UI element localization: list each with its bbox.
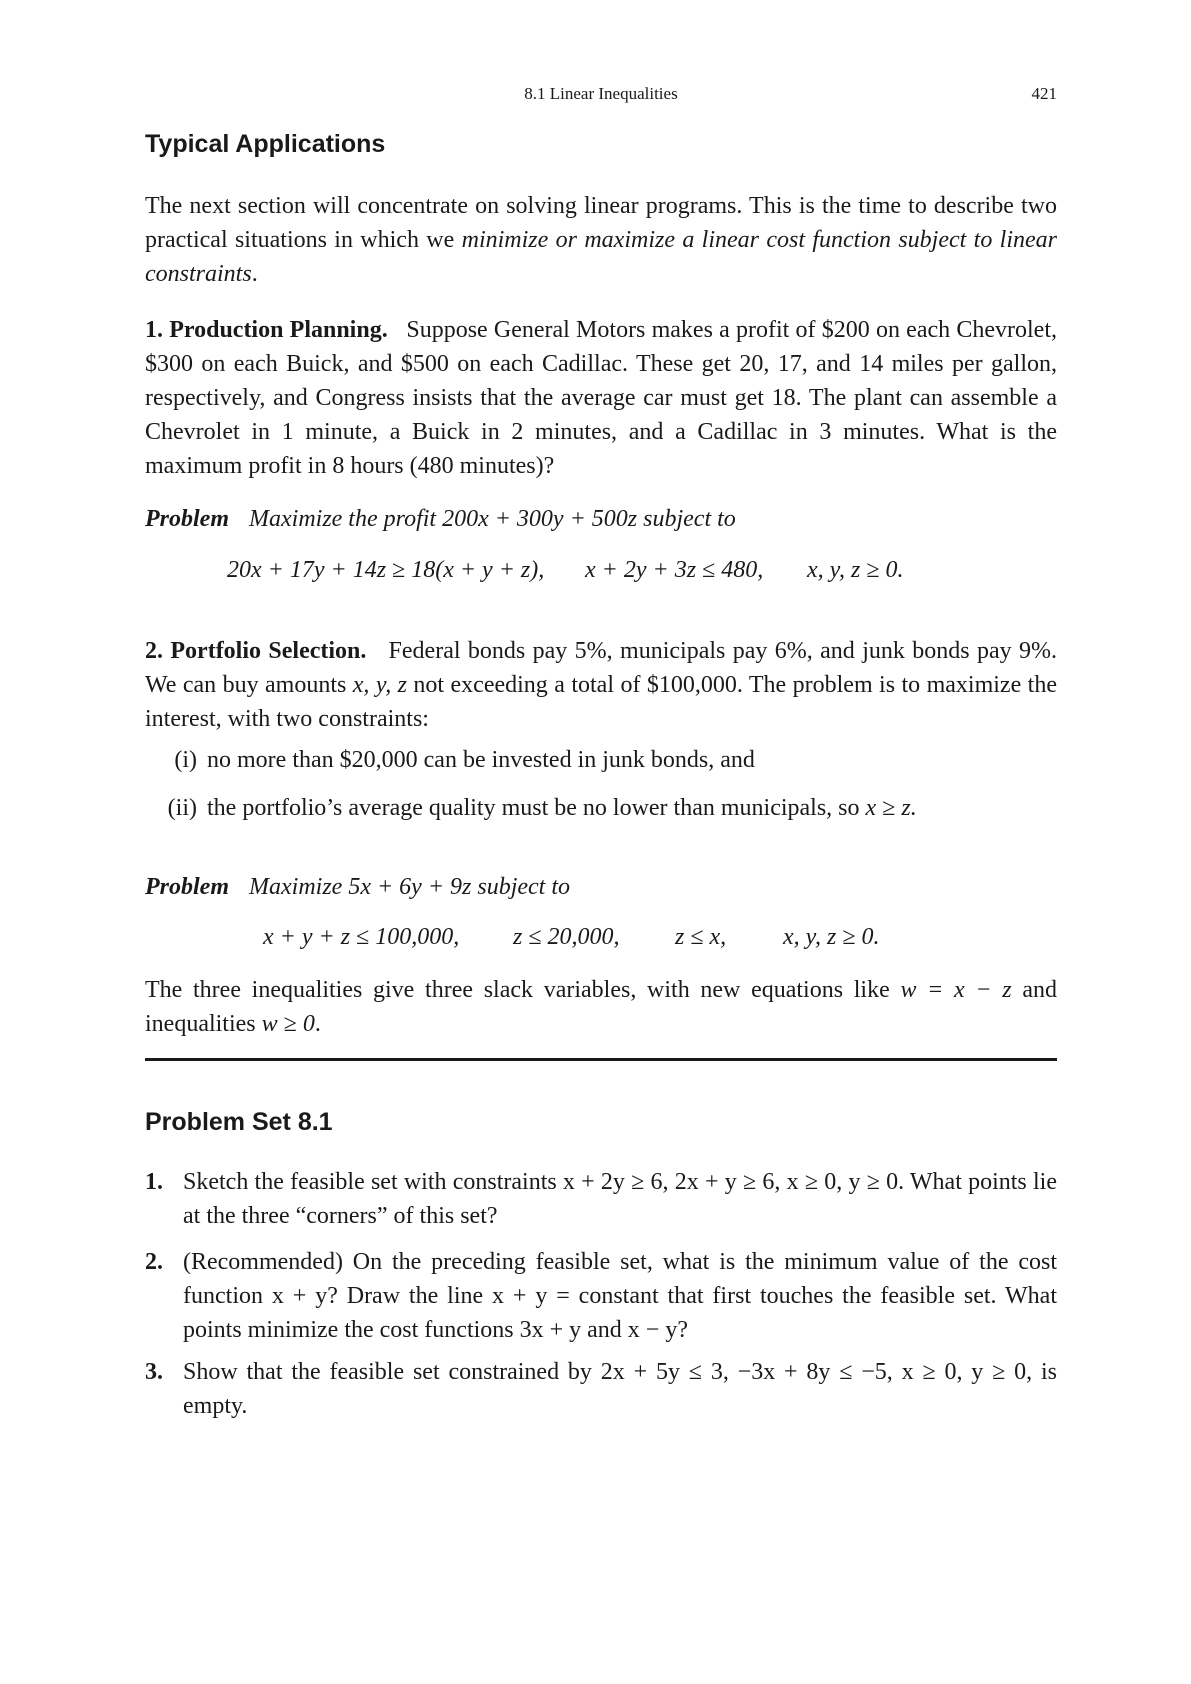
portfolio-constraint-item-1 (157, 743, 755, 777)
slack-inequality: w ≥ 0 (261, 1011, 315, 1037)
portfolio-vars: x, y, z (352, 672, 407, 698)
exercise-3 (145, 1355, 1057, 1423)
exercise-number: 1. (145, 1169, 163, 1195)
problem-objective: 5x + 6y + 9z (348, 874, 472, 900)
production-title: 1. Production Planning. (145, 317, 388, 343)
item-text: no more than $20,000 can be invested in junk bonds, and (207, 747, 755, 773)
item-marker: (ii) (167, 795, 197, 821)
slack-end: . (314, 1011, 321, 1037)
item-math: x ≥ z. (865, 795, 917, 821)
item-marker: (i) (174, 747, 197, 773)
slack-paragraph (145, 973, 1057, 1041)
production-text: Suppose General Motors makes a profit of $200 on each Chevrolet, $300 on each Buick, and $500 on each Cadillac. These get 20, 17, and 14 miles per gallon, respectively, and Congress insists that the average car must get 18. The plant can assemble a Chevrolet in 1 minute, a Buick in 2 minutes, and a Cadillac in 3 minutes. What is the maximum profit in 8 hours (480 minutes)? (145, 317, 1057, 479)
portfolio-text-a: Federal bonds pay 5%, municipals pay 6%, and junk bonds pay 9%. We can buy amounts (145, 638, 1057, 698)
portfolio-title: 2. Portfolio Selection. (145, 638, 367, 664)
production-constraint-2: x + 2y + 3z ≤ 480, (585, 557, 764, 583)
slack-text-b: and inequalities (145, 977, 1057, 1037)
portfolio-text-b: not exceeding a total of $100,000. The problem is to maximize the interest, with two constraints: (145, 672, 1057, 732)
section-heading-typical-applications: Typical Applications (145, 130, 386, 158)
problem-post: subject to (643, 506, 736, 532)
production-problem-statement (145, 502, 736, 536)
portfolio-constraint-4: x, y, z ≥ 0. (783, 924, 880, 950)
exercise-2 (145, 1245, 1057, 1347)
portfolio-problem-statement (145, 870, 570, 904)
page-number: 421 (1031, 84, 1057, 103)
portfolio-constraint-3: z ≤ x, (675, 924, 727, 950)
exercise-number: 3. (145, 1359, 163, 1385)
production-constraint-3: x, y, z ≥ 0. (807, 557, 904, 583)
problem-objective: 200x + 300y + 500z (442, 506, 638, 532)
exercise-number: 2. (145, 1249, 163, 1275)
running-head (145, 84, 1057, 112)
production-paragraph (145, 313, 1057, 483)
production-constraint-1: 20x + 17y + 14z ≥ 18(x + y + z), (227, 557, 545, 583)
exercise-text: Show that the feasible set constrained by 2x + 5y ≤ 3, −3x + 8y ≤ −5, x ≥ 0, y ≥ 0, is empty. (183, 1359, 1057, 1419)
portfolio-constraint-item-2 (157, 791, 917, 825)
problem-set-heading: Problem Set 8.1 (145, 1108, 333, 1136)
section-divider (145, 1058, 1057, 1061)
intro-paragraph (145, 189, 1057, 291)
problem-label: Problem (145, 874, 229, 900)
portfolio-constraint-1: x + y + z ≤ 100,000, (263, 924, 460, 950)
intro-end: . (251, 261, 258, 287)
exercise-text: Sketch the feasible set with constraints x + 2y ≥ 6, 2x + y ≥ 6, x ≥ 0, y ≥ 0. What points lie at the three “corners” of this set? (183, 1169, 1057, 1229)
problem-post: subject to (477, 874, 571, 900)
exercise-1 (145, 1165, 1057, 1233)
problem-label: Problem (145, 506, 229, 532)
problem-pre: Maximize (249, 874, 343, 900)
portfolio-constraint-2: z ≤ 20,000, (513, 924, 620, 950)
item-text: the portfolio’s average quality must be no lower than municipals, so (207, 795, 866, 821)
slack-equation: w = x − z (900, 977, 1012, 1003)
intro-italic-text: minimize or maximize a linear cost function subject to linear constraints (145, 227, 1057, 287)
exercise-text: (Recommended) On the preceding feasible set, what is the minimum value of the cost function x + y? Draw the line x + y = constant that first touches the feasible set. What points minimize the cost functions 3x + y and x − y? (183, 1249, 1057, 1343)
problem-pre: Maximize the profit (249, 506, 437, 532)
intro-text: The next section will concentrate on solving linear programs. This is the time to describe two practical situations in which we (145, 193, 1057, 253)
slack-text-a: The three inequalities give three slack variables, with new equations like (145, 977, 901, 1003)
portfolio-paragraph (145, 634, 1057, 736)
running-head-title: 8.1 Linear Inequalities (524, 84, 678, 103)
